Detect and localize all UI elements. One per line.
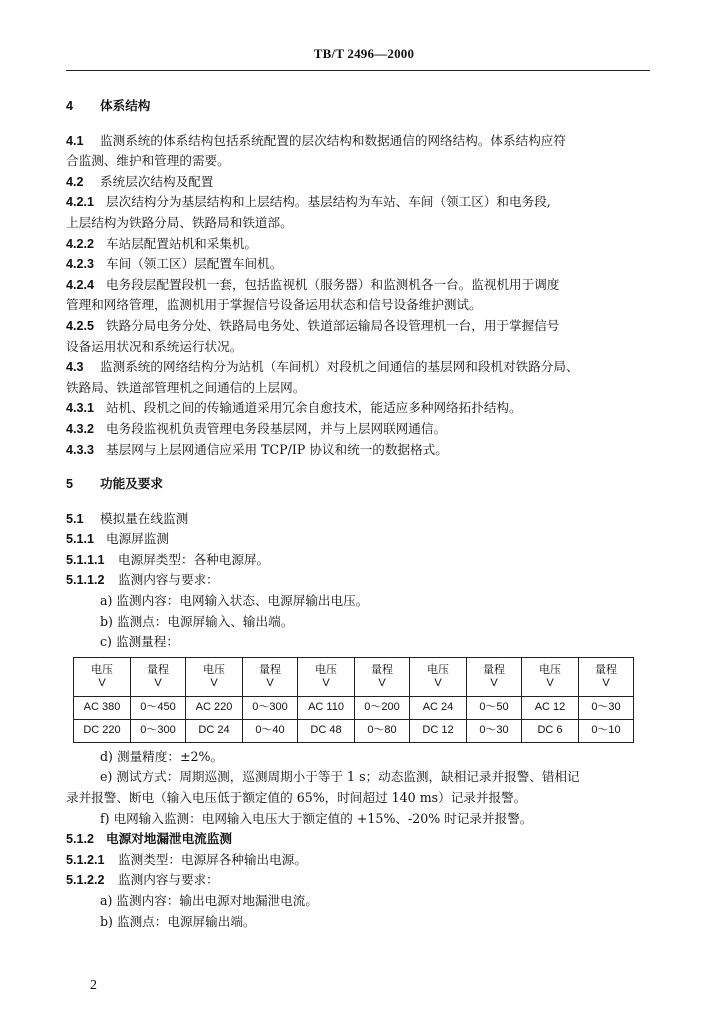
table-cell: AC 110 (298, 696, 355, 719)
clause-text: 系统层次结构及配置 (100, 173, 214, 189)
header-cell: 量程 V (579, 657, 634, 696)
clause-number: 5.1 (66, 511, 84, 526)
header-cell: 量程 V (243, 657, 298, 696)
section-number: 4 (66, 99, 74, 113)
clause-4-2-5-cont: 设备运用状况和系统运行状况。 (66, 338, 243, 354)
clause-5-1 (66, 509, 656, 530)
section-number: 5 (66, 477, 74, 492)
clause-text: 电源屏类型：各种电源屏。 (118, 551, 270, 567)
list-item-e: e) 测试方式：周期巡测，巡测周期小于等于 1 s；动态监测，缺相记录并报警、错相记 (100, 769, 580, 785)
clause-number: 4.3.2 (66, 421, 95, 436)
clause-text: 车站层配置站机和采集机。 (106, 235, 258, 251)
clause-text: 铁路分局电务分处、铁路局电务处、铁道部运输局各设管理机一台，用于掌握信号 (106, 317, 560, 333)
table-cell: DC 48 (298, 719, 355, 742)
table-cell: 0～30 (467, 719, 522, 742)
clause-number: 4.2.1 (66, 195, 95, 210)
table-header-row (74, 657, 634, 696)
clause-text: 基层网与上层网通信应采用 TCP/IP 协议和统一的数据格式。 (106, 441, 448, 457)
clause-5-1-2-1 (66, 850, 656, 871)
list-item-a: a) 监测内容：电网输入状态、电源屏输出电压。 (100, 593, 369, 609)
list-item-f: f) 电网输入监测：电网输入电压大于额定值的 +15%、-20% 时记录并报警。 (100, 810, 533, 826)
clause-text: 站机、段机之间的传输通道采用冗余自愈技术，能适应多种网络拓扑结构。 (106, 400, 522, 416)
clause-4-2-4 (66, 275, 656, 296)
voltage-range-table (73, 657, 634, 743)
clause-5-1-1-1 (66, 550, 656, 571)
table-cell: 0～200 (355, 696, 410, 719)
header-cell: 电压 V (410, 657, 467, 696)
header-cell: 量程 V (131, 657, 186, 696)
clause-text: 电源对地漏泄电流监测 (106, 831, 232, 847)
clause-number: 4.2.3 (66, 257, 95, 272)
clause-4-3-2 (66, 419, 656, 440)
header-cell: 电压 V (298, 657, 355, 696)
clause-number: 5.1.1.1 (66, 552, 105, 567)
list-item-d: d) 测量精度：±2%。 (100, 748, 224, 764)
table-cell: 0～300 (243, 696, 298, 719)
page-number: 2 (90, 978, 97, 993)
header-cell: 电压 V (74, 657, 131, 696)
table-cell: 0～450 (131, 696, 186, 719)
clause-number: 5.1.1.2 (66, 573, 105, 588)
clause-text: 模拟量在线监测 (100, 510, 189, 526)
clause-number: 4.3.1 (66, 401, 95, 416)
clause-4-2-3 (66, 254, 656, 275)
clause-4-2-1-cont: 上层结构为铁路分局、铁路局和铁道部。 (66, 214, 293, 230)
standard-code-header: TB/T 2496—2000 (313, 46, 415, 61)
list-item-a: a) 监测内容：输出电源对地漏泄电流。 (100, 893, 318, 908)
table-row (74, 696, 634, 719)
header-cell: 电压 V (522, 657, 579, 696)
clause-4-2-1 (66, 192, 656, 213)
table-cell: 0～10 (579, 719, 634, 742)
header-rule (66, 70, 650, 71)
clause-5-1-2-2 (66, 870, 656, 891)
clause-4-3-1 (66, 398, 656, 419)
table-cell: AC 24 (410, 696, 467, 719)
clause-number: 4.2.4 (66, 277, 95, 292)
table-cell: 0～80 (355, 719, 410, 742)
clause-text: 电源屏监测 (106, 531, 169, 547)
document-body (66, 96, 656, 932)
table-cell: AC 380 (74, 696, 131, 719)
table-cell: AC 220 (186, 696, 243, 719)
clause-4-3-3 (66, 440, 656, 461)
clause-number: 4.2.5 (66, 318, 95, 333)
clause-4-1-cont: 合监测、维护和管理的需要。 (66, 153, 230, 169)
section-title: 功能及要求 (100, 476, 163, 492)
clause-4-3 (66, 357, 656, 378)
clause-number: 4.2.2 (66, 236, 95, 251)
table-cell: 0～300 (131, 719, 186, 742)
list-item-b: b) 监测点：电源屏输出端。 (100, 913, 256, 929)
list-item-c: c) 监测量程： (100, 634, 179, 650)
clause-number: 5.1.1 (66, 532, 95, 547)
table-cell: 0～40 (243, 719, 298, 742)
clause-number: 5.1.2.2 (66, 873, 105, 888)
table-cell: DC 12 (410, 719, 467, 742)
table-cell: AC 12 (522, 696, 579, 719)
list-item-e-cont: 录并报警、断电（输入电压低于额定值的 65%，时间超过 140 ms）记录并报警。 (66, 790, 527, 806)
header-cell: 电压 V (186, 657, 243, 696)
clause-text: 监测内容与要求： (118, 572, 219, 588)
clause-4-2-4-cont: 管理和网络管理，监测机用于掌握信号设备运用状态和信号设备维护测试。 (66, 297, 482, 313)
clause-5-1-2 (66, 829, 656, 850)
clause-text: 监测类型：电源屏各种输出电源。 (118, 851, 307, 867)
clause-5-1-1-2 (66, 570, 656, 591)
table-cell: DC 24 (186, 719, 243, 742)
clause-4-2-5 (66, 316, 656, 337)
clause-4-2-2 (66, 234, 656, 255)
section-4-heading (66, 96, 656, 117)
clause-4-2 (66, 172, 656, 193)
clause-text: 车间（领工区）层配置车间机。 (106, 256, 283, 272)
clause-5-1-1 (66, 529, 656, 550)
clause-text: 电务段监视机负责管理电务段基层网，并与上层网联网通信。 (106, 420, 447, 436)
clause-4-1 (66, 131, 656, 152)
clause-number: 4.3.3 (66, 442, 95, 457)
clause-number: 5.1.2 (66, 832, 95, 847)
clause-number: 4.3 (66, 360, 84, 375)
section-title: 体系结构 (100, 98, 151, 113)
section-5-heading (66, 474, 656, 495)
table-cell: 0～30 (579, 696, 634, 719)
clause-text: 层次结构分为基层结构和上层结构。基层结构为车站、车间（领工区）和电务段, (106, 194, 551, 210)
table-row (74, 719, 634, 742)
list-item-b: b) 监测点：电源屏输入、输出端。 (100, 613, 294, 629)
table-cell: 0～50 (467, 696, 522, 719)
table-cell: DC 220 (74, 719, 131, 742)
clause-text: 电务段层配置段机一套，包括监视机（服务器）和监测机各一台。监视机用于调度 (106, 276, 560, 292)
clause-4-3-cont: 铁路局、铁道部管理机之间通信的上层网。 (66, 379, 306, 395)
header-cell: 量程 V (467, 657, 522, 696)
clause-text: 监测系统的网络结构分为站机（车间机）对段机之间通信的基层网和段机对铁路分局、 (100, 359, 579, 375)
clause-number: 5.1.2.1 (66, 852, 105, 867)
clause-number: 4.2 (66, 174, 84, 189)
clause-text: 监测系统的体系结构包括系统配置的层次结构和数据通信的网络结构。体系结构应符 (100, 132, 566, 148)
clause-number: 4.1 (66, 133, 84, 148)
table-cell: DC 6 (522, 719, 579, 742)
header-cell: 量程 V (355, 657, 410, 696)
clause-text: 监测内容与要求： (118, 872, 219, 888)
